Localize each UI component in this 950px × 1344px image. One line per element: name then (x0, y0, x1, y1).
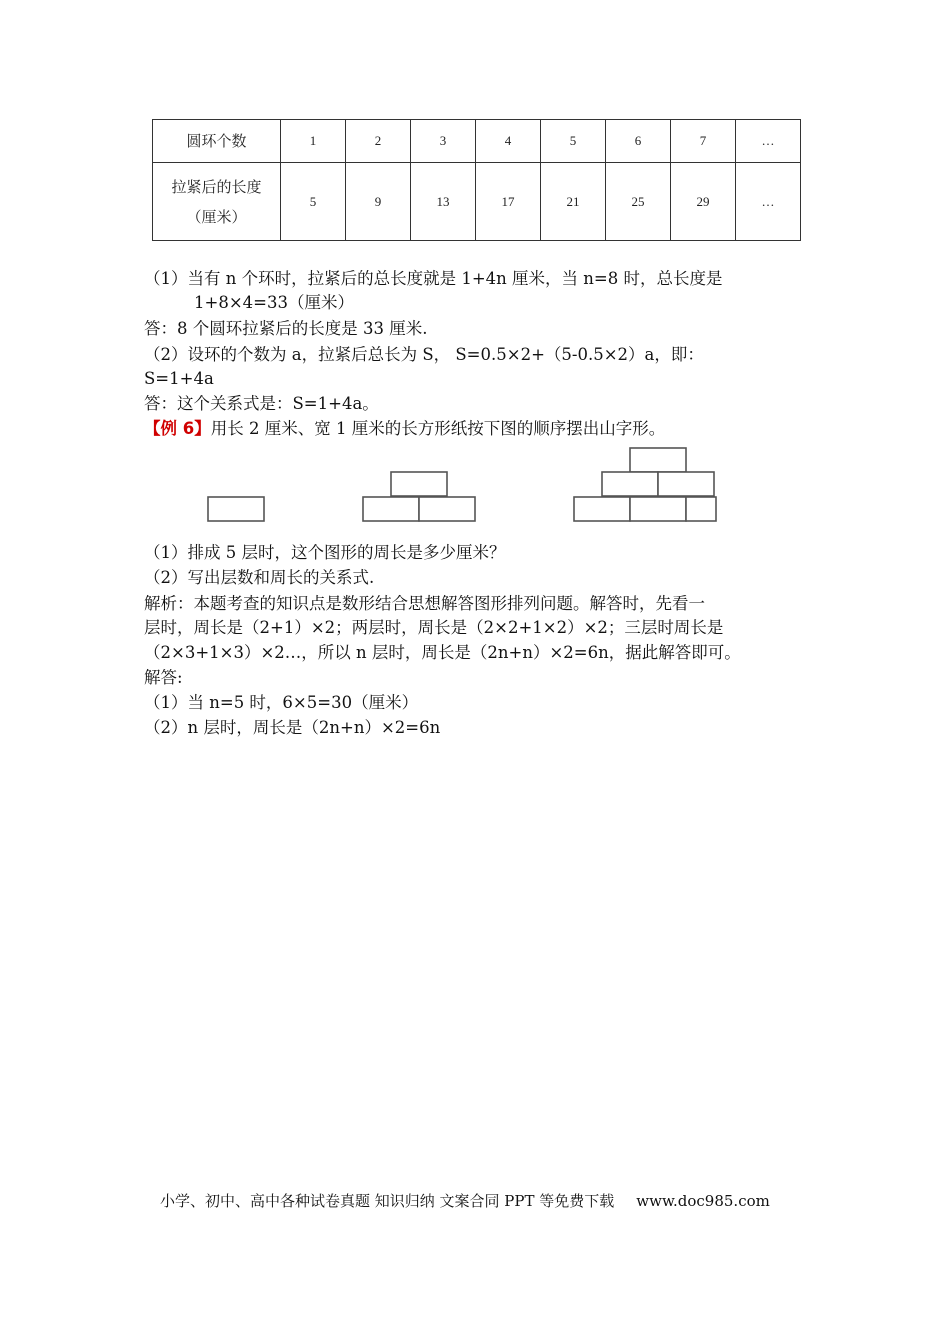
table-cell: … (736, 163, 801, 241)
row-header-length-line1: 拉紧后的长度 (171, 177, 262, 196)
text-line: 答：8 个圆环拉紧后的长度是 33 厘米. (144, 319, 428, 338)
page-footer (160, 1190, 770, 1211)
rectangle-piece (658, 472, 714, 496)
rectangle-piece (574, 497, 630, 521)
table-cell: 1 (281, 120, 346, 163)
table-cell: 21 (541, 163, 606, 241)
row-header-length-line2: （厘米） (186, 207, 247, 226)
text-line: 解析：本题考查的知识点是数形结合思想解答图形排列问题。解答时，先看一 (144, 594, 705, 613)
example-heading (144, 418, 665, 440)
table-row (153, 163, 801, 241)
text-line: （1）排成 5 层时，这个图形的周长是多少厘米？ (144, 543, 506, 562)
row-header-length (153, 163, 281, 241)
table-cell: 13 (411, 163, 476, 241)
table-cell: … (736, 120, 801, 163)
example-text: 用长 2 厘米、宽 1 厘米的长方形纸按下图的顺序摆出山字形。 (210, 419, 666, 438)
footer-text: 小学、初中、高中各种试卷真题 知识归纳 文案合同 PPT 等免费下载 (160, 1192, 615, 1210)
text-line: 1+8×4=33（厘米） (194, 293, 354, 312)
rectangle-piece (419, 497, 475, 521)
table-cell: 5 (281, 163, 346, 241)
rectangle-piece (630, 497, 686, 521)
row-header-ring-count: 圆环个数 (153, 120, 281, 163)
text-line: （2）n 层时，周长是（2n+n）×2=6n (144, 718, 441, 737)
text-line: （1）当 n=5 时，6×5=30（厘米） (144, 693, 419, 712)
footer-url: www.doc985.com (636, 1192, 770, 1210)
rectangle-piece (208, 497, 264, 521)
table-cell: 2 (346, 120, 411, 163)
ring-length-table (152, 119, 801, 241)
table-cell: 29 (671, 163, 736, 241)
table-cell: 7 (671, 120, 736, 163)
text-line: 解答: (144, 668, 183, 687)
rectangle-piece (602, 472, 658, 496)
table-cell: 9 (346, 163, 411, 241)
text-line: （2×3+1×3）×2…，所以 n 层时，周长是（2n+n）×2=6n，据此解答即可。 (144, 643, 741, 662)
rectangle-piece (391, 472, 447, 496)
example-tag: 【例 6】 (144, 419, 211, 438)
text-line: S=1+4a (144, 369, 214, 388)
text-line: 答：这个关系式是：S=1+4a。 (144, 394, 379, 413)
table-row (153, 120, 801, 163)
table-cell: 25 (606, 163, 671, 241)
text-line: 层时，周长是（2+1）×2；两层时，周长是（2×2+1×2）×2；三层时周长是 (144, 618, 724, 637)
text-line: （2）写出层数和周长的关系式. (144, 568, 375, 587)
text-line: （1）当有 n 个环时，拉紧后的总长度就是 1+4n 厘米，当 n=8 时，总长度是 (144, 269, 723, 288)
table-cell: 5 (541, 120, 606, 163)
mountain-shape-figures (200, 440, 720, 530)
table-cell: 4 (476, 120, 541, 163)
table-cell: 3 (411, 120, 476, 163)
rectangle-piece (630, 448, 686, 472)
table-cell: 17 (476, 163, 541, 241)
rectangle-piece (686, 497, 716, 521)
text-line: （2）设环的个数为 a，拉紧后总长为 S， S=0.5×2+（5-0.5×2）a，即： (144, 345, 704, 364)
rectangle-piece (363, 497, 419, 521)
table-cell: 6 (606, 120, 671, 163)
